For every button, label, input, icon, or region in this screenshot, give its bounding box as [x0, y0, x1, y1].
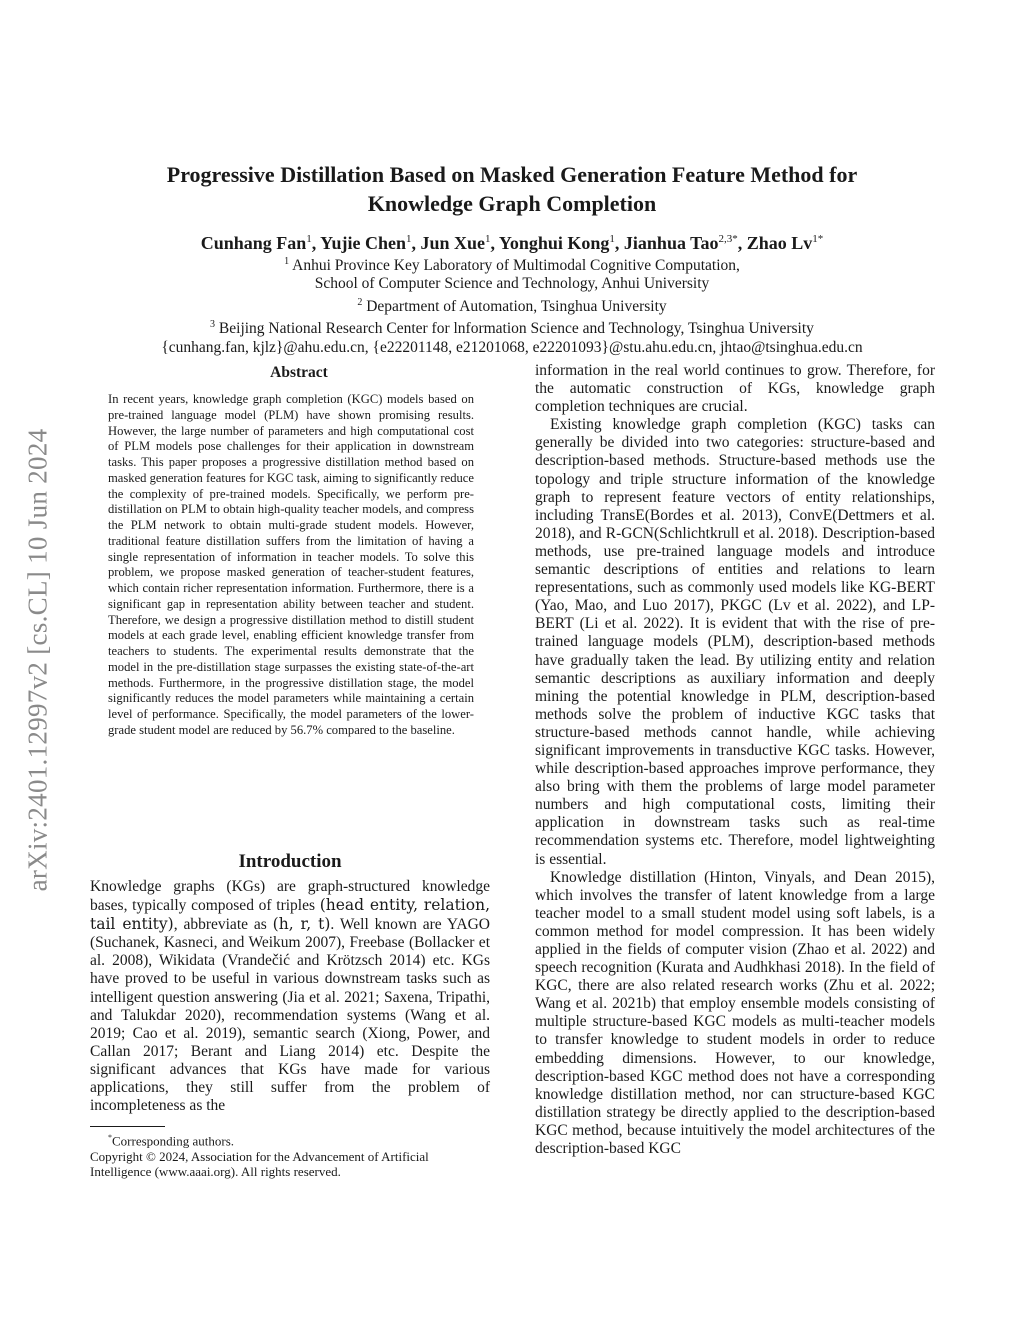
affiliation-1-cont: School of Computer Science and Technology, Anhui University — [314, 275, 710, 293]
author-affil-mark: 2,3* — [718, 233, 738, 245]
intro-paragraph-3: Knowledge distillation (Hinton, Vinyals, and Dean 2015), which involves the transfer of latent knowledge from a large teacher model to a small student model using soft labels, is a common method for model compression. It has been widely applied in the fields of computer vision (Zhao et al. 2022) and speech recognition (Kurata and Audhkhasi 2018). In the field of KGC, there are also related research works (Zhu et al. 2022; Wang et al. 2021b) that employ ensemble models consisting of multiple structure-based KGC models as multi-teacher models to transfer knowledge to student models in order to reduce embedding dimensions. However, to our knowledge, description-based KGC method does not have a corresponding knowledge distillation method, nor can structure-based KGC distillation strategy be directly applied to the description-based KGC method, because intuitively the model architectures of the description-based KGC — [535, 868, 935, 1158]
copyright-notice: Copyright © 2024, Association for the Advancement of Artificial Intelligence (www.aaai.org). All rights reserved. — [90, 1148, 429, 1179]
paper-title — [100, 160, 924, 218]
title-line-2: Knowledge Graph Completion — [367, 191, 657, 216]
hrt-notation: (h, r, t) — [272, 915, 331, 934]
triple-notation: (head entity, relation, tail entity) — [90, 896, 491, 934]
author-affil-mark: 1 — [485, 233, 491, 245]
left-column-body — [90, 878, 490, 1115]
arxiv-side-stamp — [8, 370, 68, 950]
corresponding-authors-note: *Corresponding authors. — [108, 1133, 235, 1149]
arxiv-identifier: arXiv:2401.12997v2 [cs.CL] 10 Jun 2024 — [22, 428, 53, 892]
footnote-divider — [90, 1126, 165, 1127]
author-name: Zhao Lv — [746, 233, 813, 253]
right-column-body — [535, 362, 935, 1158]
abstract-heading: Abstract — [270, 364, 328, 381]
intro-paragraph-continued: information in the real world continues to grow. Therefore, for the automatic construction of KGs, knowledge graph completion techniques are crucial. — [535, 362, 935, 416]
intro-paragraph-1: Knowledge graphs (KGs) are graph-structured knowledge bases, typically composed of triples (head entity, relation, tail entity), abbreviate as (h, r, t). Well known are YAGO (Suchanek, Kasneci, and Weikum 2007), Freebase (Bollacker et al. 2008), Wikidata (Vrandečić and Krötzsch 2014) etc. KGs have proved to be useful in various downstream tasks such as intelligent question answering (Jia et al. 2021; Saxena, Tripathi, and Talukdar 2020), recommendation systems (Wang et al. 2019; Cao et al. 2019), semantic search (Xiong, Power, and Callan 2017; Berant and Liang 2014) etc. Despite the significant advances that KGs have made for various applications, they still suffer from the problem of incompleteness as the — [90, 878, 491, 1115]
author-emails: {cunhang.fan, kjlz}@ahu.edu.cn, {e22201148, e21201068, e22201093}@stu.ahu.edu.cn, jhtao@tsinghua.edu.cn — [161, 338, 863, 356]
intro-paragraph-2: Existing knowledge graph completion (KGC) tasks can generally be divided into two categories: structure-based and description-based methods. Structure-based methods use the topology and triple structure information of the knowledge graph to represent feature vectors of entity relationships, including TransE(Bordes et al. 2013), ConvE(Dettmers et al. 2018), and R-GCN(Schlichtkrull et al. 2018). Description-based methods, use pre-trained language models and introduce semantic descriptions of entities and relations to learn representations, such as commonly used models like KG-BERT (Yao, Mao, and Luo 2017), PKGC (Lv et al. 2022), and LP-BERT (Li et al. 2022). It is evident that with the rise of pre-trained language models (PLM), description-based methods have gradually taken the lead. By utilizing entity and relation semantic descriptions as auxiliary information and deeply mining the potential knowledge in PLM, description-based methods solve the problem of inductive KGC tasks that structure-based methods cannot handle, while achieving significant improvements in transductive KGC tasks. However, while description-based approaches improve performance, they also bring with them the problems of large model parameter numbers and high computational costs, limiting their application in downstream tasks such as real-time recommendation systems etc. Therefore, model lightweighting is essential. — [535, 416, 935, 868]
title-line-1: Progressive Distillation Based on Masked Generation Feature Method for — [166, 162, 858, 187]
affiliation-1: $^1$ Anhui Province Key Laboratory of Multimodal Cognitive Computation, — [284, 256, 740, 275]
abstract-text — [108, 392, 474, 739]
author-affil-mark: 1 — [306, 233, 312, 245]
author-name: Cunhang Fan — [200, 233, 307, 253]
affiliations — [100, 253, 924, 357]
author-name: Yujie Chen — [320, 233, 406, 253]
abstract-paragraph: In recent years, knowledge graph completion (KGC) models based on pre-trained language model (PLM) have shown promising results. However, the large number of parameters and high computational cost of PLM models pose challenges for their application in downstream tasks. This paper proposes a progressive distillation method based on masked generation features for KGC task, aiming to significantly reduce the complexity of pre-trained models. Specifically, we perform pre-distillation on PLM to obtain high-quality teacher models, and compress the PLM network to obtain multi-grade student models. However, traditional feature distillation suffers from the limitation of having a single representation of information in teacher models. To solve this problem, we propose masked generation of teacher-student features, which contain richer representation information. Furthermore, there is a significant gap in representation ability between teacher and student. Therefore, we design a progressive distillation method to distill student models at each grade level, enabling efficient knowledge transfer from teachers to students. The experimental results demonstrate that the model in the pre-distillation stage surpasses the existing state-of-the-art methods. Furthermore, in the progressive distillation stage, the model significantly reduces the model parameters while maintaining a certain level of performance. Specifically, the model parameters of the lower-grade student model are reduced by 56.7% compared to the baseline. — [108, 392, 474, 737]
author-name: Yonghui Kong — [498, 233, 610, 253]
author-name: Jun Xue — [420, 233, 486, 253]
affiliation-2: $^2$ Department of Automation, Tsinghua University — [357, 296, 667, 315]
introduction-heading: Introduction — [238, 851, 342, 872]
author-name: Jianhua Tao — [623, 233, 719, 253]
author-affil-mark: 1* — [812, 233, 824, 245]
footnote — [90, 1130, 490, 1179]
author-list: Cunhang Fan$^1$, Yujie Chen$^1$, Jun Xue$^1$, Yonghui Kong$^1$, Jianhua Tao$^{2,3*}$, Zhao $Lv^{1*}$ — [200, 233, 824, 253]
author-affil-mark: 1 — [405, 233, 412, 245]
affiliation-3: $^3$ Beijing National Research Center for lnformation Science and Technology, Tsinghua University — [210, 319, 814, 338]
author-affil-mark: 1 — [609, 233, 615, 245]
